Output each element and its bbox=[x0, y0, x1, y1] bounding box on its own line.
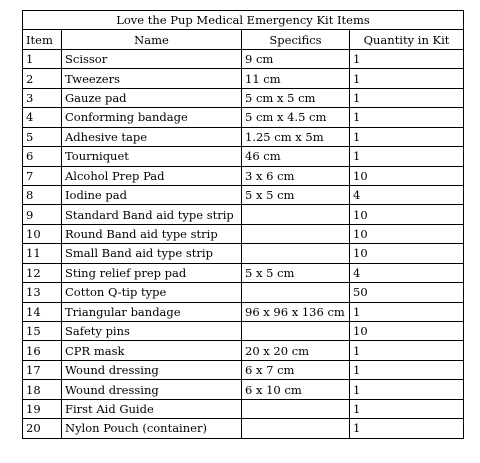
header-name: Name bbox=[62, 30, 242, 49]
table-row bbox=[23, 244, 464, 263]
cell-quantity: 10 bbox=[350, 322, 464, 341]
table-row bbox=[23, 127, 464, 146]
cell-specifics: 46 cm bbox=[242, 147, 350, 166]
table-row bbox=[23, 263, 464, 282]
cell-quantity: 10 bbox=[350, 166, 464, 185]
cell-name: Alcohol Prep Pad bbox=[62, 166, 242, 185]
cell-item: 3 bbox=[23, 88, 62, 107]
cell-item: 18 bbox=[23, 380, 62, 399]
cell-item: 15 bbox=[23, 322, 62, 341]
cell-quantity: 10 bbox=[350, 224, 464, 243]
cell-name: Gauze pad bbox=[62, 88, 242, 107]
table-body bbox=[23, 49, 464, 438]
cell-quantity: 1 bbox=[350, 88, 464, 107]
cell-quantity: 1 bbox=[350, 360, 464, 379]
cell-quantity: 4 bbox=[350, 263, 464, 282]
cell-quantity: 1 bbox=[350, 380, 464, 399]
table-row bbox=[23, 49, 464, 68]
table-row bbox=[23, 224, 464, 243]
cell-specifics: 96 x 96 x 136 cm bbox=[242, 302, 350, 321]
table-row bbox=[23, 419, 464, 438]
cell-name: Safety pins bbox=[62, 322, 242, 341]
cell-specifics bbox=[242, 419, 350, 438]
cell-item: 10 bbox=[23, 224, 62, 243]
cell-name: Conforming bandage bbox=[62, 108, 242, 127]
cell-specifics: 1.25 cm x 5m bbox=[242, 127, 350, 146]
cell-specifics bbox=[242, 399, 350, 418]
header-row bbox=[23, 30, 464, 49]
cell-item: 20 bbox=[23, 419, 62, 438]
cell-item: 4 bbox=[23, 108, 62, 127]
cell-name: Small Band aid type strip bbox=[62, 244, 242, 263]
cell-name: First Aid Guide bbox=[62, 399, 242, 418]
table-row bbox=[23, 147, 464, 166]
cell-specifics: 6 x 10 cm bbox=[242, 380, 350, 399]
cell-quantity: 1 bbox=[350, 147, 464, 166]
table-row bbox=[23, 360, 464, 379]
cell-quantity: 1 bbox=[350, 302, 464, 321]
table-row bbox=[23, 185, 464, 204]
cell-specifics: 5 cm x 4.5 cm bbox=[242, 108, 350, 127]
cell-name: Wound dressing bbox=[62, 380, 242, 399]
cell-item: 6 bbox=[23, 147, 62, 166]
cell-item: 5 bbox=[23, 127, 62, 146]
cell-name: Round Band aid type strip bbox=[62, 224, 242, 243]
cell-specifics: 3 x 6 cm bbox=[242, 166, 350, 185]
table-row bbox=[23, 302, 464, 321]
cell-item: 8 bbox=[23, 185, 62, 204]
table-row bbox=[23, 69, 464, 88]
cell-quantity: 10 bbox=[350, 205, 464, 224]
cell-item: 13 bbox=[23, 283, 62, 302]
cell-name: CPR mask bbox=[62, 341, 242, 360]
cell-specifics: 6 x 7 cm bbox=[242, 360, 350, 379]
cell-name: Nylon Pouch (container) bbox=[62, 419, 242, 438]
cell-item: 17 bbox=[23, 360, 62, 379]
cell-specifics: 9 cm bbox=[242, 49, 350, 68]
cell-quantity: 1 bbox=[350, 419, 464, 438]
cell-item: 11 bbox=[23, 244, 62, 263]
cell-quantity: 10 bbox=[350, 244, 464, 263]
cell-item: 7 bbox=[23, 166, 62, 185]
cell-item: 16 bbox=[23, 341, 62, 360]
cell-name: Adhesive tape bbox=[62, 127, 242, 146]
table-row bbox=[23, 322, 464, 341]
cell-specifics: 5 x 5 cm bbox=[242, 185, 350, 204]
header-quantity: Quantity in Kit bbox=[350, 30, 464, 49]
cell-specifics: 11 cm bbox=[242, 69, 350, 88]
cell-name: Triangular bandage bbox=[62, 302, 242, 321]
cell-quantity: 1 bbox=[350, 108, 464, 127]
cell-name: Tweezers bbox=[62, 69, 242, 88]
cell-item: 12 bbox=[23, 263, 62, 282]
cell-name: Sting relief prep pad bbox=[62, 263, 242, 282]
table-row bbox=[23, 205, 464, 224]
cell-quantity: 1 bbox=[350, 341, 464, 360]
kit-items-table bbox=[22, 10, 464, 439]
cell-item: 9 bbox=[23, 205, 62, 224]
table-row bbox=[23, 283, 464, 302]
cell-specifics: 20 x 20 cm bbox=[242, 341, 350, 360]
title-row bbox=[23, 11, 464, 30]
cell-quantity: 1 bbox=[350, 49, 464, 68]
table-row bbox=[23, 341, 464, 360]
cell-specifics bbox=[242, 244, 350, 263]
cell-item: 14 bbox=[23, 302, 62, 321]
cell-name: Iodine pad bbox=[62, 185, 242, 204]
table-row bbox=[23, 166, 464, 185]
header-item: Item bbox=[23, 30, 62, 49]
cell-quantity: 1 bbox=[350, 69, 464, 88]
cell-quantity: 1 bbox=[350, 127, 464, 146]
cell-quantity: 50 bbox=[350, 283, 464, 302]
cell-name: Standard Band aid type strip bbox=[62, 205, 242, 224]
cell-item: 2 bbox=[23, 69, 62, 88]
cell-name: Tourniquet bbox=[62, 147, 242, 166]
cell-name: Cotton Q-tip type bbox=[62, 283, 242, 302]
cell-specifics bbox=[242, 322, 350, 341]
table-title: Love the Pup Medical Emergency Kit Items bbox=[23, 11, 464, 30]
cell-quantity: 1 bbox=[350, 399, 464, 418]
table-row bbox=[23, 88, 464, 107]
cell-specifics bbox=[242, 205, 350, 224]
cell-name: Wound dressing bbox=[62, 360, 242, 379]
cell-item: 19 bbox=[23, 399, 62, 418]
cell-specifics: 5 x 5 cm bbox=[242, 263, 350, 282]
cell-specifics: 5 cm x 5 cm bbox=[242, 88, 350, 107]
cell-item: 1 bbox=[23, 49, 62, 68]
cell-name: Scissor bbox=[62, 49, 242, 68]
cell-quantity: 4 bbox=[350, 185, 464, 204]
header-specifics: Specifics bbox=[242, 30, 350, 49]
table-row bbox=[23, 380, 464, 399]
cell-specifics bbox=[242, 283, 350, 302]
table-row bbox=[23, 399, 464, 418]
table-row bbox=[23, 108, 464, 127]
cell-specifics bbox=[242, 224, 350, 243]
